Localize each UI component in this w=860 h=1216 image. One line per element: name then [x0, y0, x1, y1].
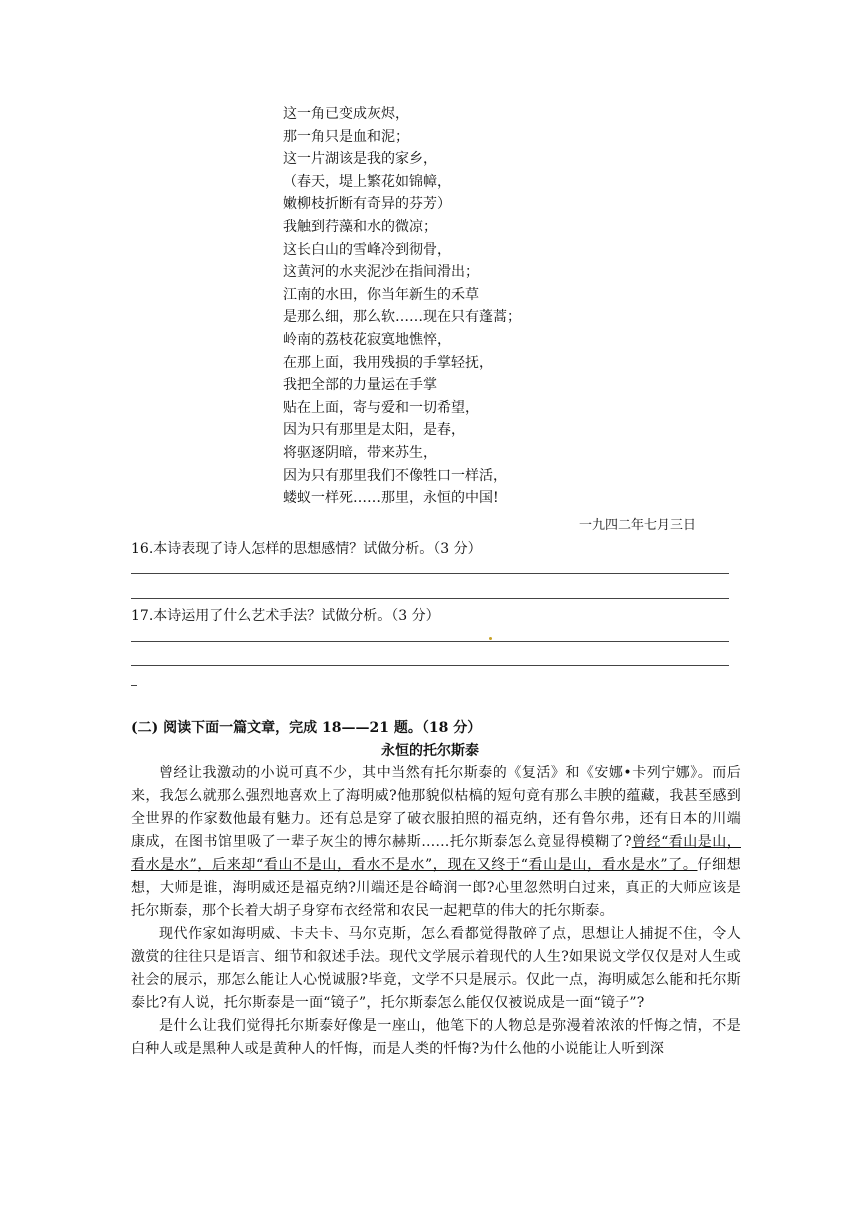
underlined-sentence: 曾经“看山是山，看水是水”，后来却“看山不是山，看水不是水”，现在又终于“看山是山，看水是水”了。: [131, 834, 741, 873]
poem-line: 因为只有那里我们不像牲口一样活，: [283, 467, 507, 484]
article-paragraph: [131, 762, 741, 923]
poem-line: 将驱逐阴暗，带来苏生，: [283, 444, 437, 461]
article-paragraph: 是什么让我们觉得托尔斯泰好像是一座山，他笔下的人物总是弥漫着浓浓的忏悔之情，不是白种人或是黑种人或是黄种人的忏悔，而是人类的忏悔?为什么他的小说能让人听到深: [131, 1018, 741, 1057]
paragraph-text: 仔细想想，大师是谁，海明威还是福克纳?川端还是谷崎润一郎?心里忽然明白过来，真正的大师应该是托尔斯泰，那个长着大胡子身穿布衣经常和农民一起耙草的伟大的托尔斯泰。: [131, 857, 742, 919]
poem-line: 贴在上面，寄与爱和一切希望，: [283, 399, 479, 416]
poem-line: 岭南的荔枝花寂寞地憔悴，: [283, 331, 451, 348]
poem-line: 江南的水田，你当年新生的禾草: [283, 286, 479, 303]
article-body: [131, 762, 741, 1061]
answer-line[interactable]: [131, 641, 729, 642]
poem-line: 嫩柳枝折断有奇异的芬芳）: [283, 196, 451, 213]
poem: [283, 103, 521, 510]
poem-line: 在那上面，我用残损的手掌轻抚，: [283, 354, 493, 371]
answer-line[interactable]: [131, 573, 729, 574]
poem-line: 这一角已变成灰烬，: [283, 106, 409, 122]
poem-line: 蝼蚁一样死……那里，永恒的中国!: [283, 490, 499, 507]
poem-line: 那一角只是血和泥；: [283, 128, 409, 145]
answer-line[interactable]: [131, 665, 729, 666]
answer-line[interactable]: [131, 598, 729, 599]
poem-date: 一九四二年七月三日: [579, 518, 697, 533]
poem-line: 我把全部的力量运在手掌: [283, 377, 437, 394]
poem-line: 是那么细，那么软……现在只有蓬蒿；: [283, 309, 521, 326]
poem-line: 因为只有那里是太阳，是春，: [283, 422, 465, 439]
poem-line: （春天，堤上繁花如锦幛，: [283, 173, 451, 190]
answer-line-stub: [131, 685, 137, 686]
poem-line: 我触到荇藻和水的微凉；: [283, 218, 437, 235]
section-heading: (二) 阅读下面一篇文章，完成 18——21 题。（18 分）: [131, 720, 482, 736]
question-16: 16.本诗表现了诗人怎样的思想感情？试做分析。（3 分）: [131, 541, 482, 557]
poem-line: 这黄河的水夹泥沙在指间滑出；: [283, 264, 479, 281]
poem-line: 这长白山的雪峰冷到彻骨，: [283, 241, 451, 258]
article-paragraph: 现代作家如海明威、卡夫卡、马尔克斯，怎么看都觉得散碎了点，思想让人捕捉不住，令人激赏的往往只是语言、细节和叙述手法。现代文学展示着现代的人生?如果说文学仅仅是对人生或社会的展示，那怎么能让人心悦诚服?毕竟，文学不只是展示。仅此一点，海明威怎么能和托尔斯泰比?有人说，托尔斯泰是一面“镜子”，托尔斯泰怎么能仅仅被说成是一面“镜子”?: [131, 926, 741, 1011]
paragraph-text: 曾经让我激动的小说可真不少，其中当然有托尔斯泰的《复活》和《安娜•卡列宁娜》。而后来，我怎么就那么强烈地喜欢上了海明威?他那貌似枯槁的短句竟有那么丰腴的蕴藏，我甚至感到全世界的作家数他最有魅力。还有总是穿了破衣服拍照的福克纳，还有鲁尔弗，还有日本的川端康成，在图书馆里吸了一辈子灰尘的博尔赫斯……托尔斯泰怎么竟显得模糊了?: [131, 765, 741, 850]
question-17: 17.本诗运用了什么艺术手法？试做分析。（3 分）: [131, 608, 440, 624]
article-title: 永恒的托尔斯泰: [381, 743, 479, 759]
poem-line: 这一片湖该是我的家乡，: [283, 151, 437, 168]
marker-dot: [489, 637, 492, 640]
